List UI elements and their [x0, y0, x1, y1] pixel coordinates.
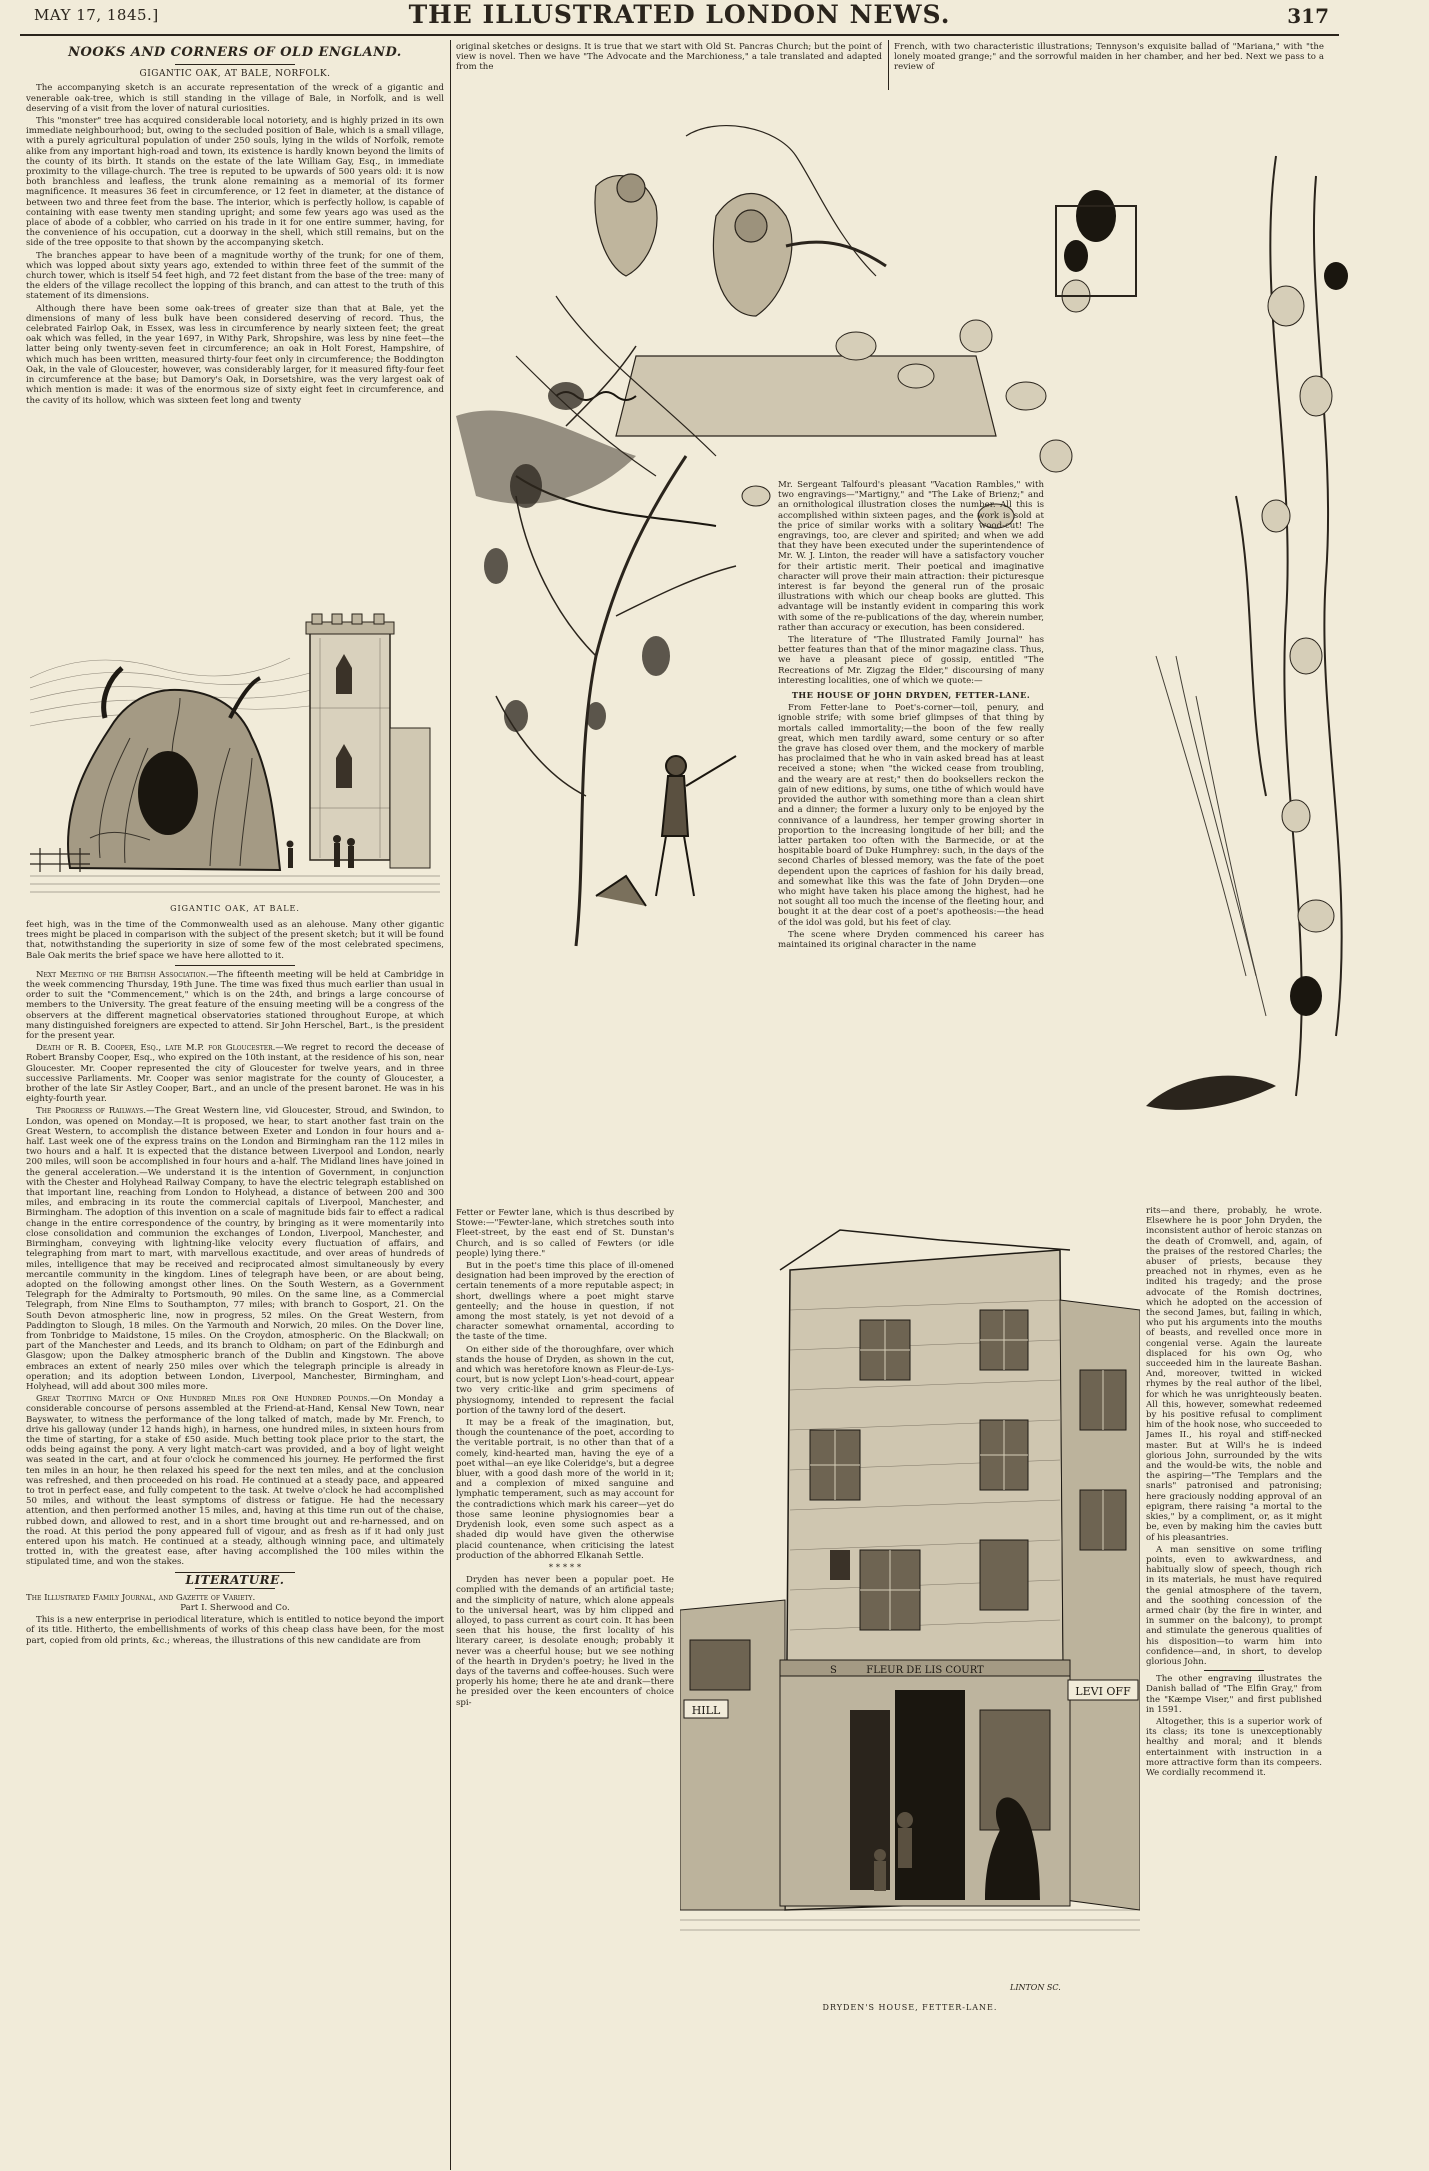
paragraph: A man sensitive on some trifling points, even to awkwardness, and habitually slow of speech, though rich in its materials, he must have required the genial atmosphere of the tavern, and the soothing concession of the armed chair (by the fire in winter, and in summer on the balcony), to prompt and stimulate the generous qualities of his disposition—to warm him into confidence—and, in short, to develop glorious John.: [1146, 1544, 1322, 1667]
paragraph: feet high, was in the time of the Commonwealth used as an alehouse. Many other gigantic trees might be placed in comparison with the subject of the present sketch; but it will be found that, notwithstanding the superiority in size of some few of the most celebrated specimens, Bale Oak merits the brief space we have here allotted to it.: [26, 920, 444, 961]
oak-engraving: [30, 608, 440, 900]
article-title: GIGANTIC OAK, AT BALE, NORFOLK.: [139, 69, 331, 80]
left-column-top: [26, 42, 444, 632]
paragraph: This "monster" tree has acquired considerable local notoriety, and is highly prized in its own immediate neighbourhood; but, owing to the secluded position of Bale, which is a small village, with a purely agricultural population of under 250 souls, lying in the wilds of Norfolk, remote alike from any important high-road and town, its existence is hardly known beyond the limits of the county of its birth. It stands on the estate of the late William Gay, Esq., in immediate proximity to the village-church. The tree is reputed to be upwards of 500 years old: it is now both branchless and leafless, the trunk alone remaining as a memorial of its former magnificence. It measures 36 feet in circumference, or 12 feet in diameter, at the distance of between two and three feet from the base. The interior, which is perfectly hollow, is capable of containing with ease twenty men standing upright; and some few years ago was used as the place of abode of a cobbler, who carried on his trade in it for one entire summer, having, for the convenience of his occupation, cut a doorway in the shell, which still remains, but on the side of the tree opposite to that shown by the accompanying sketch.: [26, 116, 444, 249]
corner-sign-text: S: [830, 1665, 837, 1676]
paragraph: It may be a freak of the imagination, but, though the countenance of the poet, according to the veritable portrait, is no other than that of a comely, kind-hearted man, having the eye of a poet withal—an eye like Coleridge's, but a degree bluer, with a good dash more of the world in it; and a complexion of mixed sanguine and lymphatic temperament, such as may account for the contradictions which mark his career—yet do those same leonine physiognomies bear a Drydenish look, even some such aspect as a shaded dip would have given the otherwise placid countenance, when criticising the latest production of the abhorred Elkanah Settle.: [456, 1418, 674, 1561]
news-item: Next Meeting of the British Association.—The fifteenth meeting will be held at Cambridge in the week commencing Thursday, 19th June. The time was fixed thus much earlier than usual in order to suit the "Commencement," which is on the 24th, and brings a large concourse of members to the University. The great feature of the ensuing meeting will be a congress of the observers at the different magnetical observatories stationed throughout Europe, at which many distinguished foreigners are expected to attend. Sir John Herschel, Bart., is the president for the present year.: [26, 969, 444, 1042]
news-lead: Next Meeting of the British Association.: [36, 969, 209, 980]
paragraph: Dryden has never been a popular poet. He complied with the demands of an artificial taste; and the simplicity of nature, which alone appeals to the universal heart, was by him clipped and alloyed, to pass current as court coin. It has been seen that his house, the first locality of his literary career, is desolate enough; probably it never was a cheerful house; but we see nothing of the hearth in Dryden's poetry; he lived in the days of the taverns and coffee-houses. Such were properly his home; there he ate and drank—there he presided over the keen encounters of choice spi-: [456, 1575, 674, 1708]
news-lead: Death of R. B. Cooper, Esq., late M.P. for Gloucester.: [36, 1043, 276, 1054]
news-item: Great Trotting Match of One Hundred Miles for One Hundred Pounds.—On Monday a considerable concourse of persons assembled at the Friend-at-Hand, Kensal New Town, near Bayswater, to witness the performance of the long talked of match, made by Mr. French, to drive his galloway (under 12 hands high), in harness, one hundred miles, in sixteen hours from the time of starting, for a stake of £50 aside. Much betting took place prior to the start, the odds being against the pony. A very light match-cart was provided, and a boy of light weight was seated in the cart, and at four o'clock he commenced his journey. He performed the first ten miles in an hour, he then relaxed his speed for the next ten miles, and at the conclusion was refreshed, and then proceeded on his road. He continued at a steady pace, and appeared to trot in perfect ease, and fully competent to the task. At twelve o'clock he had accomplished 50 miles, and without the least symptoms of distress or fatigue. He had the necessary attention, and then performed another 15 miles, and, having at this time run out of the chaise, rubbed down, and allowed to rest, and in a short time brought out and re-harnessed, and on the road. At this period the pony appeared full of vigour, and as fresh as if it had only just entered upon his match. He continued at a steady, although winning pace, and ultimately trotted in, with the greatest ease, after having accomplished the 100 miles within the stipulated time, and won the stakes.: [26, 1394, 444, 1568]
oak-illustration: [30, 608, 440, 900]
paragraph: This is a new enterprise in periodical literature, which is entitled to notice beyond the import of its title. Hitherto, the embellishments of works of this cheap class have been, for the most part, copied from old prints, &c.; whereas, the illustrations of this new candidate are from: [26, 1615, 444, 1646]
column-d: [1146, 1206, 1322, 2170]
news-lead: The Progress of Railways.: [36, 1106, 147, 1117]
top-right-text: French, with two characteristic illustrations; Tennyson's exquisite ballad of "Mariana," with "the lonely moated grange;" and the sorrowful maiden in her chamber, and her bed. Next we pass to a review of: [894, 42, 1324, 73]
paragraph: Fetter or Fewter lane, which is thus described by Stowe:—"Fewter-lane, which stretches south into Fleet-street, by the east end of St. Dunstan's Church, and is so called of Fewters (or idle people) lying there.": [456, 1208, 674, 1259]
paragraph: The scene where Dryden commenced his career has maintained its original character in the name: [778, 929, 1044, 950]
dryden-house-caption: DRYDEN'S HOUSE, FETTER-LANE.: [822, 2003, 998, 2012]
paragraph: The literature of "The Illustrated Family Journal" has better features than that of the minor magazine class. Thus, we have a pleasant piece of gossip, entitled "The Recreations of Mr. Zigzag the Elder," discoursing of many interesting localities, one of which we quote:—: [778, 635, 1044, 686]
separator: * * * * *: [548, 1562, 582, 1573]
column-divider: [888, 40, 889, 90]
newspaper-title: THE ILLUSTRATED LONDON NEWS.: [408, 0, 951, 29]
dryden-house-illustration: [680, 1210, 1140, 1970]
shop-sign-text: LEVI OFF: [1075, 1685, 1131, 1698]
court-sign-text: FLEUR DE LIS COURT: [866, 1665, 984, 1676]
literature-heading: LITERATURE.: [185, 1572, 285, 1587]
paragraph: The branches appear to have been of a magnitude worthy of the trunk; for one of them, which was lopped about sixty years ago, extended to within three feet of the summit of the church tower, which is itself 54 feet high, and 72 feet distant from the base of the tree: many of the elders of the village recollect the lopping of this branch, and can attest to the truth of this statement of its dimensions.: [26, 250, 444, 302]
news-item: Death of R. B. Cooper, Esq., late M.P. for Gloucester.—We regret to record the decease of Robert Bransby Cooper, Esq., who expired on the 10th instant, at the residence of his son, near Gloucester. Mr. Cooper represented the city of Gloucester for twelve years, and in three successive Parliaments. Mr. Cooper was senior magistrate for the county of Gloucester, a brother of the late Sir Astley Cooper, Bart., and an uncle of the present baronet. He was in his eighty-fourth year.: [26, 1043, 444, 1105]
paragraph: The accompanying sketch is an accurate representation of the wreck of a gigantic and venerable oak-tree, which is still standing in the village of Bale, in Norfolk, and is well deserving of a visit from the lover of natural curiosities.: [26, 83, 444, 114]
news-item: The Progress of Railways.—The Great Western line, vid Gloucester, Stroud, and Swindon, to London, was opened on Monday.—It is proposed, we hear, to start another fast train on the Great Western, to accomplish the distance between Exeter and London in four hours and a-half. Last week one of the express trains on the London and Birmingham ran the 112 miles in two hours and a half. It is expected that the distance between Liverpool and London, nearly 200 miles, will soon be accomplished in four hours and a-half. The Midland lines have joined in the general acceleration.—We understand it is the intention of Government, in conjunction with the Chester and Holyhead Railway Company, to have the electric telegraph established on that important line, reaching from London to Holyhead, a distance of between 200 and 300 miles, and embracing in its route the commercial capitals of Liverpool, Manchester, and Birmingham. The adoption of this invention on a scale of magnitude bids fair to effect a radical change in the entire correspondence of the country, by bringing as it were momentarily into close consolidation and communion the exchanges of London, Liverpool, Manchester, and Birmingham, conveying with lightning-like velocity every fluctuation of affairs, and telegraphing from mart to mart, with marvellous exactitude, and over areas of hundreds of miles, intelligence that may be received and reciprocated almost simultaneously by every mercantile community in the kingdom. Lines of telegraph have been, or are about being, adopted on the following amongst other lines. On the South Western, as a Government Telegraph for the Admiralty to Portsmouth, 90 miles. On the same line, as a Commercial Telegraph, from Nine Elms to Southampton, 77 miles; with branch to Gosport, 21. On the South Devon atmospheric line, now in progress, 52 miles. On the Great Western, from Paddington to Slough, 18 miles. On the Yarmouth and Norwich, 20 miles. On the Dover line, from Tonbridge to Maidstone, 15 miles. On the Croydon, atmospheric. On the Blackwall; on part of the Manchester and Leeds, and its branch to Oldham; on part of the Edinburgh and Glasgow; upon the Dalkey atmospheric branch of the Dublin and Kingstown. The above embraces an extent of nearly 250 miles over which the telegraph principle is already in operation; and its adoption between London, Liverpool, Manchester, Birmingham, and Holyhead, will add about 300 miles more.: [26, 1106, 444, 1392]
masthead: [20, 0, 1339, 36]
review-continuation: [778, 480, 1044, 1196]
column-b: [456, 1208, 674, 2170]
hill-sign-text: HILL: [691, 1704, 721, 1717]
paragraph: On either side of the thoroughfare, over which stands the house of Dryden, as shown in the cut, and which was heretofore known as Fleur-de-Lys-court, but is now yclept Lion's-head-court, appear two very critic-like and grim specimens of physiognomy, intended to represent the facial portion of the tawny lord of the desert.: [456, 1344, 674, 1416]
oak-caption: GIGANTIC OAK, AT BALE.: [170, 904, 300, 913]
subheading: THE HOUSE OF JOHN DRYDEN, FETTER-LANE.: [791, 690, 1031, 701]
issue-date: MAY 17, 1845.]: [34, 6, 159, 24]
engraver-signature: LINTON SC.: [1010, 1983, 1061, 1992]
paragraph: Although there have been some oak-trees of greater size than that at Bale, yet the dimensions of many of less bulk have been considered deserving of record. Thus, the celebrated Fairlop Oak, in Essex, was less in circumference by nearly sixteen feet; the great oak which was felled, in the year 1697, in Withy Park, Shropshire, was less by nine feet—the latter being only twenty-seven feet in circumference; an oak in Holt Forest, Hampshire, of which much has been written, measured thirty-four feet only in circumference; the Boddington Oak, in the vale of Gloucester, however, was considerably larger, for it measured fifty-four feet in circumference at the base; but Damory's Oak, in Dorsetshire, was the very largest oak of which mention is made: it was of the enormous size of sixty eight feet in circumference, and the cavity of its hollow, which was sixteen feet long and twenty: [26, 303, 444, 406]
column-divider: [450, 40, 451, 2170]
top-middle-text: original sketches or designs. It is true that we start with Old St. Pancras Church; but the point of view is novel. Then we have "The Advocate and the Marchioness," a tale translated and adapted from the: [456, 42, 882, 73]
page-number: 317: [1287, 4, 1329, 28]
left-column-bottom: [26, 920, 444, 2170]
dryden-house-engraving: [680, 1210, 1140, 1970]
review-heading: The Illustrated Family Journal, and Gazette of Variety. Part I. Sherwood and Co.: [26, 1592, 290, 1613]
news-lead: Great Trotting Match of One Hundred Miles for One Hundred Pounds.: [36, 1394, 371, 1405]
paragraph: Altogether, this is a superior work of its class; its tone is unexceptionably healthy and moral; and it blends entertainment with instruction in a more attractive form than its compeers. We cordially recommend it.: [1146, 1716, 1322, 1778]
paragraph: Mr. Sergeant Talfourd's pleasant "Vacation Rambles," with two engravings—"Martigny," and "The Lake of Brienz;" and an ornithological illustration closes the number. All this is accomplished within sixteen pages, and the work is sold at the price of similar works with a solitary wood-cut! The engravings, too, are clever and spirited; and when we add that they have been executed under the superintendence of Mr. W. J. Linton, the reader will have a satisfactory voucher for their artistic merit. Their poetical and imaginative character will prove their main attraction: their picturesque interest is far beyond the general run of the prosaic illustrations with which our cheap books are glutted. This advantage will be instantly evident in comparing this work with some of the re-publications of the day, wherein number, rather than accuracy or execution, has been considered.: [778, 480, 1044, 633]
paragraph: But in the poet's time this place of ill-omened designation had been improved by the erection of certain tenements of a more reputable aspect; in short, dwellings where a poet might starve genteelly; and the house in question, if not among the most stately, is yet not devoid of a character somewhat ornamental, according to the taste of the time.: [456, 1261, 674, 1343]
paragraph: rits—and there, probably, he wrote. Elsewhere he is poor John Dryden, the inconsistent author of heroic stanzas on the death of Cromwell, and, again, of the praises of the restored Charles; the abuser of priests, because they preached not in rhymes, even as he indited his tragedy; and the prose advocate of the Romish doctrines, which he adopted on the accession of the second James, but, failing in which, who put his arguments into the mouths of beasts, and revelled once more in congenial verse. Again the laureate displaced for his own Og, who succeeded him in the laureate Bashan. And, moreover, twitted in wicked rhymes by the real author of the libel, for which he was unrighteously beaten. All this, however, somewhat redeemed by his positive refusal to compliment him of the hook nose, who succeeded to James II., his royal and stiff-necked master. But at Will's he is indeed glorious John, surrounded by the wits and the would-be wits, the noble and the aspiring—"The Templars and the snarls" patronised and patronising; here graciously nodding approval of an epigram, there raising "a mortal to the skies," by a compliment, or, as it might be, even by making him the cavies butt of his pleasantries.: [1146, 1206, 1322, 1543]
paragraph: From Fetter-lane to Poet's-corner—toil, penury, and ignoble strife; with some brief glimpses of that thing by mortals called immortality;—the boon of the few really great, which men tardily award, some century or so after the grave has closed over them, and the mockery of marble has proclaimed that he who in vain asked bread has at least received a stone; when "the wicked cease from troubling, and the weary are at rest;" then do booksellers reckon the gain of new editions, by sums, one tithe of which would have provided the author with something more than a clean shirt and a dinner; the former a luxury only to be enjoyed by the connivance of a laundress, her temper growing shorter in proportion to the increasing longitude of her bill; and the latter partaken too often with the Barmecide, or at the hospitable board of Duke Humphrey: such, in the days of the second Charles of blessed memory, was the fate of the poet dependent upon the caprices of fashion for his daily bread, and somewhat like this was the fate of John Dryden—one who might have taken his place among the highest, had he not sought all too much the incense of the fleeting hour, and bought it at the dear cost of a poet's apotheosis:—the head of the idol was gold, but his feet of clay.: [778, 703, 1044, 928]
paragraph: The other engraving illustrates the Danish ballad of "The Elfin Gray," from the "Kæmpe Viser," and first published in 1591.: [1146, 1674, 1322, 1715]
section-title: NOOKS AND CORNERS OF OLD ENGLAND.: [68, 45, 402, 60]
